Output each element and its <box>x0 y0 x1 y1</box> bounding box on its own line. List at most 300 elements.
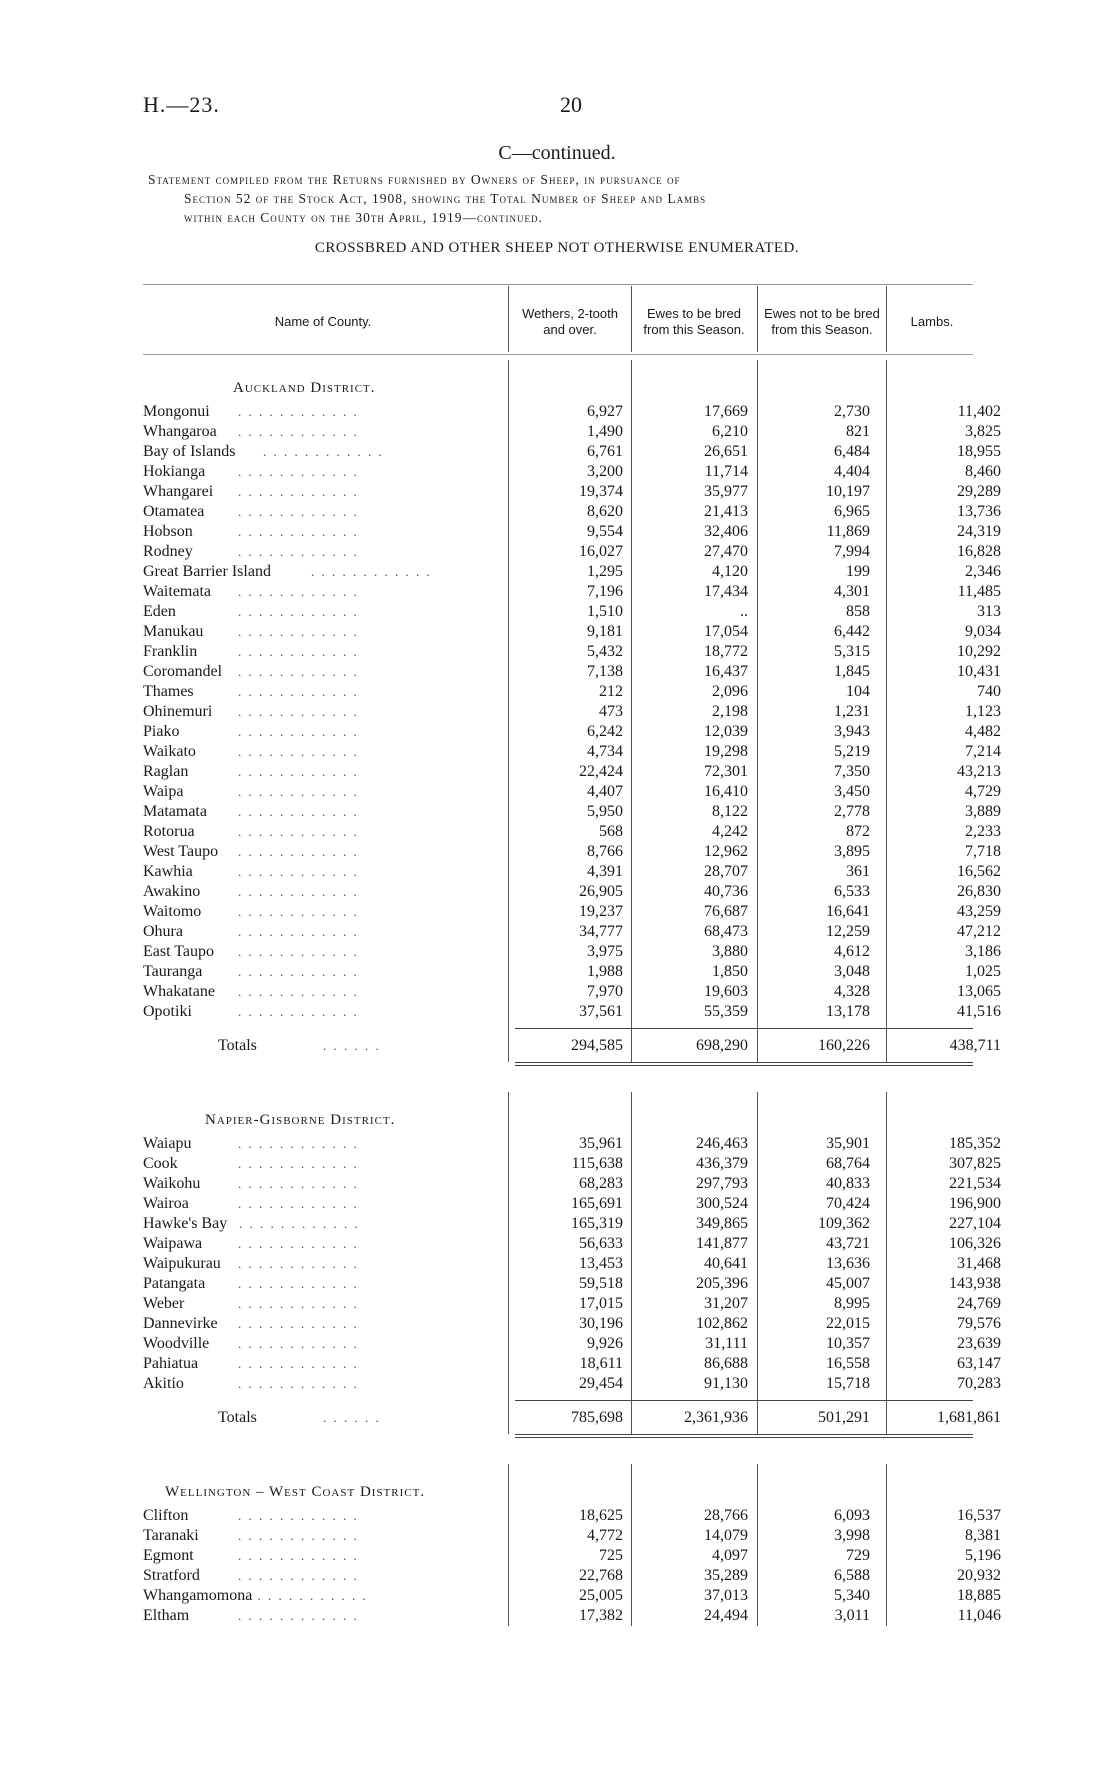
wethers-value: 16,027 <box>579 543 623 560</box>
ewes-not-bred-value: 2,778 <box>834 803 870 820</box>
ewes-not-bred-value: 15,718 <box>826 1375 870 1392</box>
county-name: Waikohu <box>143 1175 201 1192</box>
leader-dots: . . . . . . . . . . . . <box>238 1376 359 1391</box>
ewes-not-bred-value: 5,340 <box>834 1587 870 1604</box>
lambs-value: 63,147 <box>957 1355 1001 1372</box>
lambs-value: 185,352 <box>949 1135 1001 1152</box>
ewes-bred-value: 27,470 <box>704 543 748 560</box>
ewes-not-bred-value: 2,730 <box>834 403 870 420</box>
column-divider <box>631 360 632 1062</box>
county-name: Akitio <box>143 1375 184 1392</box>
ewes-not-bred-value: 109,362 <box>818 1215 870 1232</box>
table-row <box>143 1002 1001 1022</box>
lambs-value: 16,562 <box>957 863 1001 880</box>
wethers-value: 56,633 <box>579 1235 623 1252</box>
county-name: Matamata <box>143 803 207 820</box>
column-divider <box>886 360 887 1062</box>
wethers-value: 19,374 <box>579 483 623 500</box>
leader-dots: . . . . . . <box>323 1038 381 1053</box>
table-row <box>143 1334 1001 1354</box>
ewes-bred-value: 2,096 <box>712 683 748 700</box>
ewes-not-bred-value: 858 <box>846 603 870 620</box>
ewes-bred-value: 14,079 <box>704 1527 748 1544</box>
table-row <box>143 742 1001 762</box>
lambs-value: 106,326 <box>949 1235 1001 1252</box>
ewes-not-bred-value: 13,178 <box>826 1003 870 1020</box>
county-name: Rodney <box>143 543 193 560</box>
table-row <box>143 882 1001 902</box>
lambs-value: 24,319 <box>957 523 1001 540</box>
ewes-bred-value: 76,687 <box>704 903 748 920</box>
ewes-bred-value: 436,379 <box>696 1155 748 1172</box>
table-row <box>143 682 1001 702</box>
lambs-value: 3,825 <box>965 423 1001 440</box>
ewes-not-bred-value: 22,015 <box>826 1315 870 1332</box>
ewes-not-bred-value: 16,558 <box>826 1355 870 1372</box>
ewes-bred-value: 12,962 <box>704 843 748 860</box>
table-row <box>143 862 1001 882</box>
table-row <box>143 402 1001 422</box>
wethers-value: 59,518 <box>579 1275 623 1292</box>
leader-dots: . . . . . . . . . . . . <box>238 744 359 759</box>
county-name: Thames <box>143 683 194 700</box>
table-row <box>143 582 1001 602</box>
lambs-value: 313 <box>977 603 1001 620</box>
table-row <box>143 782 1001 802</box>
leader-dots: . . . . . . . . . . . . <box>239 1216 360 1231</box>
wethers-value: 6,242 <box>587 723 623 740</box>
ewes-bred-value: 19,298 <box>704 743 748 760</box>
leader-dots: . . . . . . . . . . . . <box>238 844 359 859</box>
totals-row <box>143 1408 1001 1428</box>
ewes-bred-value: 141,877 <box>696 1235 748 1252</box>
wethers-value: 8,766 <box>587 843 623 860</box>
leader-dots: . . . . . . . . . . . . <box>238 424 359 439</box>
wethers-value: 1,490 <box>587 423 623 440</box>
table-row <box>143 1294 1001 1314</box>
ewes-not-bred-value: 4,301 <box>834 583 870 600</box>
leader-dots: . . . . . . . . . . . . <box>238 1236 359 1251</box>
lambs-value: 2,233 <box>965 823 1001 840</box>
county-name: Whangarei <box>143 483 214 500</box>
county-name: Hokianga <box>143 463 206 480</box>
lambs-value: 3,889 <box>965 803 1001 820</box>
ewes-not-bred-value: 70,424 <box>826 1195 870 1212</box>
table-row <box>143 522 1001 542</box>
leader-dots: . . . . . . . . . . . . <box>238 504 359 519</box>
ewes-bred-value: 91,130 <box>704 1375 748 1392</box>
county-name: Great Barrier Island <box>143 563 271 580</box>
ewes-bred-value: 17,669 <box>704 403 748 420</box>
column-divider <box>886 1092 887 1434</box>
lambs-value: 20,932 <box>957 1567 1001 1584</box>
leader-dots: . . . . . . . . . . . . <box>238 1256 359 1271</box>
ewes-bred-value: 24,494 <box>704 1607 748 1624</box>
ewes-not-bred-value: 68,764 <box>826 1155 870 1172</box>
county-name: Whangaroa <box>143 423 217 440</box>
lambs-value: 79,576 <box>957 1315 1001 1332</box>
county-name: Kawhia <box>143 863 193 880</box>
ewes-not-bred-value: 6,588 <box>834 1567 870 1584</box>
leader-dots: . . . . . . . . . . . . <box>238 1316 359 1331</box>
lambs-value: 1,025 <box>965 963 1001 980</box>
ewes-not-bred-value: 6,484 <box>834 443 870 460</box>
district-title: Napier-Gisborne District. <box>205 1112 396 1128</box>
table-row <box>143 1586 1001 1606</box>
header-column-divider <box>757 286 758 352</box>
ewes-bred-value: 246,463 <box>696 1135 748 1152</box>
county-name: Tauranga <box>143 963 203 980</box>
table-row <box>143 1374 1001 1394</box>
lambs-value: 18,885 <box>957 1587 1001 1604</box>
county-name: Weber <box>143 1295 185 1312</box>
ewes-bred-value: 16,410 <box>704 783 748 800</box>
lambs-value: 13,736 <box>957 503 1001 520</box>
column-divider <box>757 1092 758 1434</box>
totals-bottom-rule <box>515 1437 973 1438</box>
ewes-not-bred-value: 3,943 <box>834 723 870 740</box>
table-row <box>143 1566 1001 1586</box>
leader-dots: . . . . . . . . . . . . <box>263 444 384 459</box>
county-name: Ohinemuri <box>143 703 213 720</box>
table-row <box>143 1606 1001 1626</box>
leader-dots: . . . . . . . . . . . . <box>238 724 359 739</box>
table-row <box>143 722 1001 742</box>
county-name: Bay of Islands <box>143 443 236 460</box>
district-title: Auckland District. <box>233 380 376 396</box>
leader-dots: . . . . . . . . . . . . <box>238 704 359 719</box>
ewes-not-bred-value: 3,998 <box>834 1527 870 1544</box>
leader-dots: . . . . . . . . . . . . <box>247 1588 368 1603</box>
page-number: 20 <box>560 92 582 117</box>
county-name: Hobson <box>143 523 193 540</box>
ewes-bred-value: 55,359 <box>704 1003 748 1020</box>
county-name: Waipawa <box>143 1235 203 1252</box>
wethers-value: 4,407 <box>587 783 623 800</box>
document-reference: H.—23. <box>143 92 220 117</box>
ewes-bred-value: 28,707 <box>704 863 748 880</box>
ewes-bred-value: 68,473 <box>704 923 748 940</box>
leader-dots: . . . . . . . . . . . . <box>238 664 359 679</box>
column-divider <box>757 1464 758 1626</box>
table-row <box>143 802 1001 822</box>
leader-dots: . . . . . . . . . . . . <box>238 1176 359 1191</box>
ewes-bred-value: 18,772 <box>704 643 748 660</box>
column-divider <box>508 1092 509 1434</box>
leader-dots: . . . . . . . . . . . . <box>238 544 359 559</box>
ewes-not-bred-value: 4,328 <box>834 983 870 1000</box>
ewes-not-bred-value: 10,197 <box>826 483 870 500</box>
wethers-value: 9,926 <box>587 1335 623 1352</box>
county-name: Ohura <box>143 923 183 940</box>
ewes-bred-value: 21,413 <box>704 503 748 520</box>
ewes-bred-value: 8,122 <box>712 803 748 820</box>
ewes-not-bred-value: 6,533 <box>834 883 870 900</box>
ewes-bred-value: 3,880 <box>712 943 748 960</box>
county-name: Wairoa <box>143 1195 189 1212</box>
wethers-value: 165,319 <box>571 1215 623 1232</box>
ewes-bred-value: 86,688 <box>704 1355 748 1372</box>
ewes-not-bred-value: 35,901 <box>826 1135 870 1152</box>
table-row <box>143 1546 1001 1566</box>
leader-dots: . . . . . . . . . . . . <box>238 624 359 639</box>
ewes-not-bred-value: 1,231 <box>834 703 870 720</box>
wethers-value: 5,950 <box>587 803 623 820</box>
county-name: Otamatea <box>143 503 205 520</box>
leader-dots: . . . . . . . . . . . . <box>238 684 359 699</box>
ewes-bred-value: 6,210 <box>712 423 748 440</box>
county-name: Dannevirke <box>143 1315 218 1332</box>
leader-dots: . . . . . . . . . . . . <box>238 1296 359 1311</box>
county-name: Awakino <box>143 883 201 900</box>
ewes-bred-value: 28,766 <box>704 1507 748 1524</box>
table-row <box>143 642 1001 662</box>
totals-bottom-rule <box>515 1065 973 1066</box>
lambs-value: 31,468 <box>957 1255 1001 1272</box>
lambs-value: 70,283 <box>957 1375 1001 1392</box>
leader-dots: . . . . . . . . . . . . <box>238 1528 359 1543</box>
ewes-bred-value: 349,865 <box>696 1215 748 1232</box>
table-row <box>143 1254 1001 1274</box>
leader-dots: . . . . . . . . . . . . <box>238 964 359 979</box>
leader-dots: . . . . . . . . . . . . <box>238 1136 359 1151</box>
leader-dots: . . . . . . . . . . . . <box>238 784 359 799</box>
header-column-divider <box>631 286 632 352</box>
leader-dots: . . . . . . . . . . . . <box>238 484 359 499</box>
ewes-bred-value: 31,207 <box>704 1295 748 1312</box>
lambs-value: 227,104 <box>949 1215 1001 1232</box>
leader-dots: . . . . . . . . . . . . <box>238 1548 359 1563</box>
lambs-value: 2,346 <box>965 563 1001 580</box>
wethers-value: 4,734 <box>587 743 623 760</box>
ewes-not-bred-value: 13,636 <box>826 1255 870 1272</box>
ewes-not-bred-value: 3,895 <box>834 843 870 860</box>
leader-dots: . . . . . . . . . . . . <box>238 764 359 779</box>
table-row <box>143 842 1001 862</box>
wethers-total: 294,585 <box>571 1037 623 1054</box>
table-row <box>143 422 1001 442</box>
table-row <box>143 1214 1001 1234</box>
column-header-lambs: Lambs. <box>910 314 954 329</box>
ewes-not-bred-value: 10,357 <box>826 1335 870 1352</box>
table-row <box>143 1154 1001 1174</box>
ewes-bred-value: 37,013 <box>704 1587 748 1604</box>
wethers-value: 3,200 <box>587 463 623 480</box>
county-name: Waitomo <box>143 903 202 920</box>
leader-dots: . . . . . . . . . . . . <box>238 984 359 999</box>
leader-dots: . . . . . . . . . . . . <box>238 824 359 839</box>
table-row <box>143 1526 1001 1546</box>
wethers-value: 9,554 <box>587 523 623 540</box>
totals-row <box>143 1036 1001 1056</box>
statement-title <box>148 170 993 227</box>
ewes-not-bred-value: 5,219 <box>834 743 870 760</box>
totals-label: Totals <box>218 1409 257 1426</box>
ewes-bred-value: 4,097 <box>712 1547 748 1564</box>
ewes-not-bred-value: 821 <box>846 423 870 440</box>
county-name: Waipukurau <box>143 1255 221 1272</box>
wethers-value: 68,283 <box>579 1175 623 1192</box>
ewes-bred-value: 40,736 <box>704 883 748 900</box>
ewes-not-bred-value: 199 <box>846 563 870 580</box>
wethers-value: 3,975 <box>587 943 623 960</box>
wethers-value: 5,432 <box>587 643 623 660</box>
table-row <box>143 542 1001 562</box>
table-row <box>143 822 1001 842</box>
ewes-not-bred-value: 16,641 <box>826 903 870 920</box>
county-name: Waitemata <box>143 583 212 600</box>
wethers-value: 725 <box>599 1547 623 1564</box>
leader-dots: . . . . . . . . . . . . <box>238 904 359 919</box>
statement-line: within each County on the 30th April, 1919—continued. <box>184 210 543 225</box>
column-header-ewes-not-bred: Ewes not to be bred from this Season. <box>764 306 880 337</box>
ewes-bred-value: 19,603 <box>704 983 748 1000</box>
county-name: Waipa <box>143 783 184 800</box>
lambs-value: 16,537 <box>957 1507 1001 1524</box>
table-row <box>143 482 1001 502</box>
ewes-bred-value: 300,524 <box>696 1195 748 1212</box>
ewes-not-bred-value: 43,721 <box>826 1235 870 1252</box>
table-subtitle: CROSSBRED AND OTHER SHEEP NOT OTHERWISE ENUMERATED. <box>314 240 800 256</box>
header-bottom-rule <box>143 354 973 355</box>
leader-dots: . . . . . . . . . . . . <box>238 1156 359 1171</box>
county-name: Taranaki <box>143 1527 199 1544</box>
table-row <box>143 1174 1001 1194</box>
totals-top-rule <box>515 1028 973 1029</box>
leader-dots: . . . . . . . . . . . . <box>238 604 359 619</box>
lambs-value: 43,213 <box>957 763 1001 780</box>
wethers-value: 17,015 <box>579 1295 623 1312</box>
ewes-not-bred-value: 6,442 <box>834 623 870 640</box>
leader-dots: . . . . . . . . . . . . <box>238 464 359 479</box>
wethers-value: 212 <box>599 683 623 700</box>
ewes-bred-value: 40,641 <box>704 1255 748 1272</box>
county-name: Hawke's Bay <box>143 1215 228 1232</box>
ewes-not-bred-value: 3,048 <box>834 963 870 980</box>
ewes-bred-value: 4,242 <box>712 823 748 840</box>
ewes-bred-value: 16,437 <box>704 663 748 680</box>
leader-dots: . . . . . . . . . . . . <box>238 1608 359 1623</box>
ewes-not-bred-value: 729 <box>846 1547 870 1564</box>
ewes-bred-value: 17,434 <box>704 583 748 600</box>
leader-dots: . . . . . . . . . . . . <box>238 1336 359 1351</box>
leader-dots: . . . . . . . . . . . . <box>238 1276 359 1291</box>
district-title: Wellington – West Coast District. <box>165 1484 426 1500</box>
county-name: Eden <box>143 603 176 620</box>
totals-label: Totals <box>218 1037 257 1054</box>
wethers-value: 473 <box>599 703 623 720</box>
lambs-value: 11,485 <box>957 583 1001 600</box>
wethers-value: 19,237 <box>579 903 623 920</box>
wethers-value: 1,988 <box>587 963 623 980</box>
table-row <box>143 1134 1001 1154</box>
wethers-value: 13,453 <box>579 1255 623 1272</box>
lambs-value: 9,034 <box>965 623 1001 640</box>
leader-dots: . . . . . . . . . . . . <box>238 1356 359 1371</box>
county-name: Cook <box>143 1155 178 1172</box>
lambs-value: 8,460 <box>965 463 1001 480</box>
ewes-bred-value: 2,198 <box>712 703 748 720</box>
lambs-value: 10,292 <box>957 643 1001 660</box>
county-name: Pahiatua <box>143 1355 199 1372</box>
lambs-value: 3,186 <box>965 943 1001 960</box>
wethers-value: 4,391 <box>587 863 623 880</box>
wethers-value: 26,905 <box>579 883 623 900</box>
leader-dots: . . . . . . . . . . . . <box>238 944 359 959</box>
lambs-value: 23,639 <box>957 1335 1001 1352</box>
lambs-total: 1,681,861 <box>937 1409 1001 1426</box>
column-divider <box>508 360 509 1062</box>
wethers-value: 18,625 <box>579 1507 623 1524</box>
county-name: Coromandel <box>143 663 223 680</box>
ewes-not-bred-value: 7,350 <box>834 763 870 780</box>
wethers-value: 7,196 <box>587 583 623 600</box>
county-name: Waikato <box>143 743 196 760</box>
leader-dots: . . . . . . . . . . . . <box>238 1508 359 1523</box>
ewes-not-bred-value: 12,259 <box>826 923 870 940</box>
continued-heading: C—continued. <box>498 142 616 164</box>
county-name: Patangata <box>143 1275 206 1292</box>
header-column-divider <box>508 286 509 352</box>
table-row <box>143 942 1001 962</box>
ewes-not-bred-total: 160,226 <box>818 1037 870 1054</box>
lambs-value: 10,431 <box>957 663 1001 680</box>
ewes-not-bred-value: 872 <box>846 823 870 840</box>
county-name: East Taupo <box>143 943 215 960</box>
column-divider <box>886 1464 887 1626</box>
table-row <box>143 462 1001 482</box>
leader-dots: . . . . . . <box>323 1410 381 1425</box>
lambs-value: 13,065 <box>957 983 1001 1000</box>
lambs-value: 7,718 <box>965 843 1001 860</box>
county-name: Rotorua <box>143 823 195 840</box>
lambs-value: 8,381 <box>965 1527 1001 1544</box>
leader-dots: . . . . . . . . . . . . <box>311 564 432 579</box>
county-name: Raglan <box>143 763 189 780</box>
lambs-value: 7,214 <box>965 743 1001 760</box>
lambs-value: 196,900 <box>949 1195 1001 1212</box>
county-name: Manukau <box>143 623 204 640</box>
table-row <box>143 1194 1001 1214</box>
lambs-value: 221,534 <box>949 1175 1001 1192</box>
ewes-not-bred-value: 361 <box>846 863 870 880</box>
lambs-value: 11,046 <box>957 1607 1001 1624</box>
leader-dots: . . . . . . . . . . . . <box>238 924 359 939</box>
county-name: Whangamomona <box>143 1587 253 1604</box>
table-row <box>143 1506 1001 1526</box>
table-row <box>143 1234 1001 1254</box>
lambs-value: 26,830 <box>957 883 1001 900</box>
leader-dots: . . . . . . . . . . . . <box>238 804 359 819</box>
leader-dots: . . . . . . . . . . . . <box>238 524 359 539</box>
leader-dots: . . . . . . . . . . . . <box>238 1568 359 1583</box>
lambs-value: 11,402 <box>957 403 1001 420</box>
column-divider <box>508 1464 509 1626</box>
lambs-value: 16,828 <box>957 543 1001 560</box>
wethers-total: 785,698 <box>571 1409 623 1426</box>
leader-dots: . . . . . . . . . . . . <box>238 404 359 419</box>
county-name: Piako <box>143 723 180 740</box>
ewes-bred-value: 12,039 <box>704 723 748 740</box>
column-divider <box>631 1464 632 1626</box>
column-divider <box>631 1092 632 1434</box>
lambs-value: 143,938 <box>949 1275 1001 1292</box>
column-header-wethers: Wethers, 2-tooth and over. <box>522 306 618 337</box>
wethers-value: 22,424 <box>579 763 623 780</box>
table-row <box>143 962 1001 982</box>
wethers-value: 34,777 <box>579 923 623 940</box>
ewes-bred-value: 11,714 <box>704 463 748 480</box>
